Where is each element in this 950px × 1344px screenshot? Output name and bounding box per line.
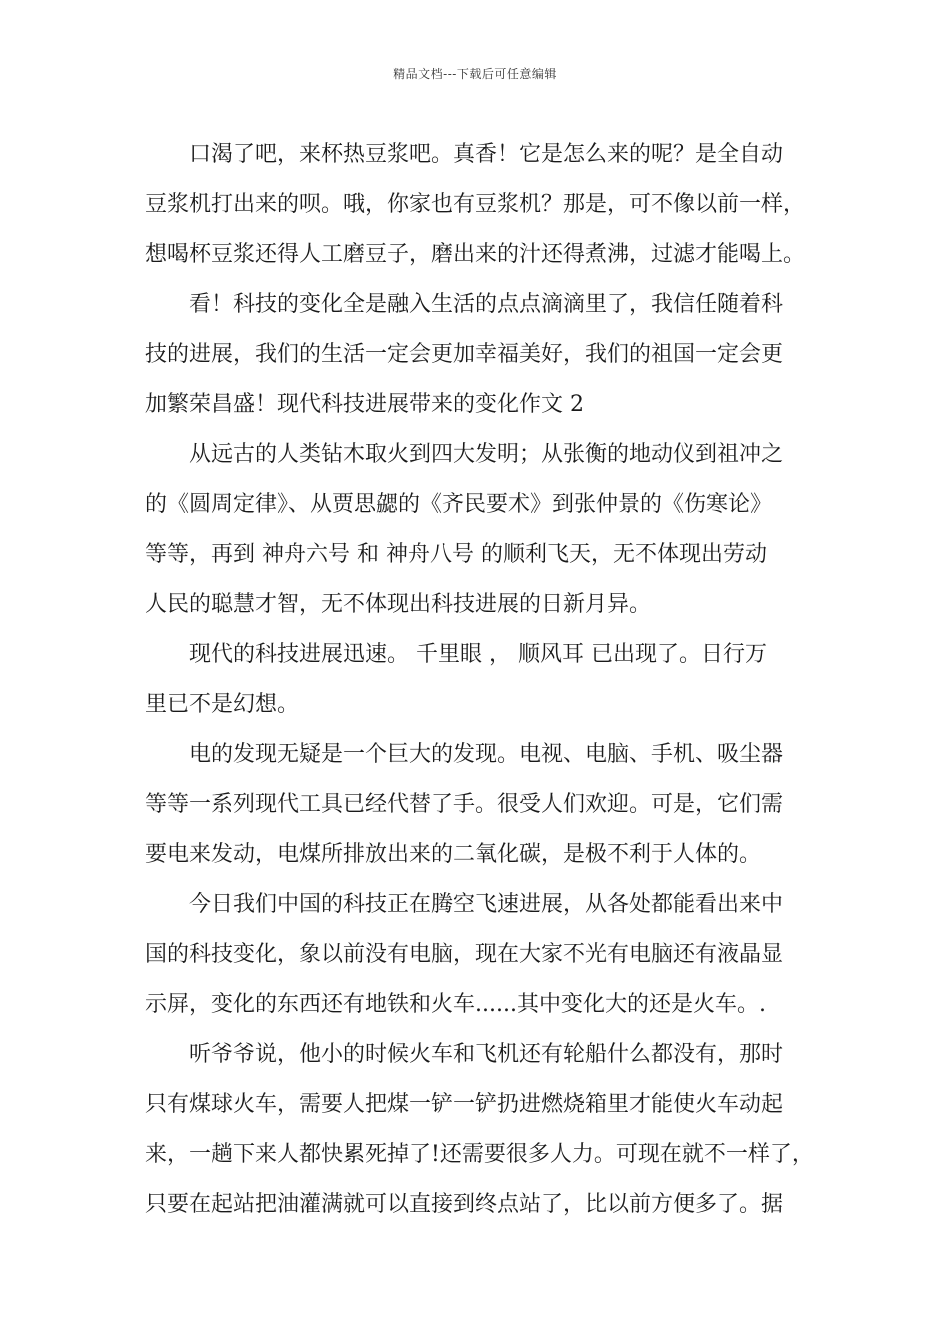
- text-line: 示屏，变化的东西还有地铁和火车......其中变化大的还是火车。.: [145, 992, 766, 1017]
- document-body: [145, 130, 835, 1230]
- page-header: 精品文档---下载后可任意编辑: [393, 67, 557, 81]
- paragraph-4: [145, 630, 835, 730]
- text-line: 听爷爷说，他小的时候火车和飞机还有轮船什么都没有，那时: [189, 1042, 784, 1067]
- paragraph-1: [145, 130, 835, 280]
- text-line: 电的发现无疑是一个巨大的发现。电视、电脑、手机、吸尘器: [189, 742, 784, 767]
- paragraph-3: [145, 430, 835, 630]
- text-line: 技的进展，我们的生活一定会更加幸福美好，我们的祖国一定会更: [145, 342, 784, 367]
- text-line: 今日我们中国的科技正在腾空飞速进展，从各处都能看出来中: [189, 892, 784, 917]
- text-line: 来，一趟下来人都快累死掉了!还需要很多人力。可现在就不一样了，: [145, 1142, 814, 1167]
- text-line: 的《圆周定律》、从贾思勰的《齐民要术》到张仲景的《伤寒论》: [145, 492, 773, 517]
- text-line: 只有煤球火车，需要人把煤一铲一铲扔进燃烧箱里才能使火车动起: [145, 1092, 784, 1117]
- paragraph-6: [145, 880, 835, 1030]
- text-line: 要电来发动，电煤所排放出来的二氧化碳，是极不利于人体的。: [145, 842, 762, 867]
- text-line: 从远古的人类钻木取火到四大发明；从张衡的地动仪到祖冲之: [189, 442, 784, 467]
- text-line: 口渴了吧，来杯热豆浆吧。真香！它是怎么来的呢？是全自动: [189, 142, 784, 167]
- text-line: 想喝杯豆浆还得人工磨豆子，磨出来的汁还得煮沸，过滤才能喝上。: [145, 242, 806, 267]
- text-line: 国的科技变化，象以前没有电脑，现在大家不光有电脑还有液晶显: [145, 942, 784, 967]
- paragraph-2: [145, 280, 835, 430]
- paragraph-7: [145, 1030, 835, 1230]
- text-line: 现代的科技进展迅速。 千里眼 ， 顺风耳 已出现了。日行万: [189, 642, 767, 667]
- text-line: 只要在起站把油灌满就可以直接到终点站了，比以前方便多了。据: [145, 1192, 784, 1217]
- text-line: 豆浆机打出来的呗。哦，你家也有豆浆机？那是，可不像以前一样，: [145, 192, 806, 217]
- text-line: 里已不是幻想。: [145, 692, 300, 717]
- text-line: 人民的聪慧才智，无不体现出科技进展的日新月异。: [145, 592, 652, 617]
- text-line: 看！科技的变化全是融入生活的点点滴滴里了，我信任随着科: [189, 292, 784, 317]
- text-line: 等等一系列现代工具已经代替了手。很受人们欢迎。可是，它们需: [145, 792, 784, 817]
- paragraph-5: [145, 730, 835, 880]
- text-line: 等等，再到 神舟六号 和 神舟八号 的顺利飞天，无不体现出劳动: [145, 542, 767, 567]
- text-line: 加繁荣昌盛！现代科技进展带来的变化作文 2: [145, 392, 584, 417]
